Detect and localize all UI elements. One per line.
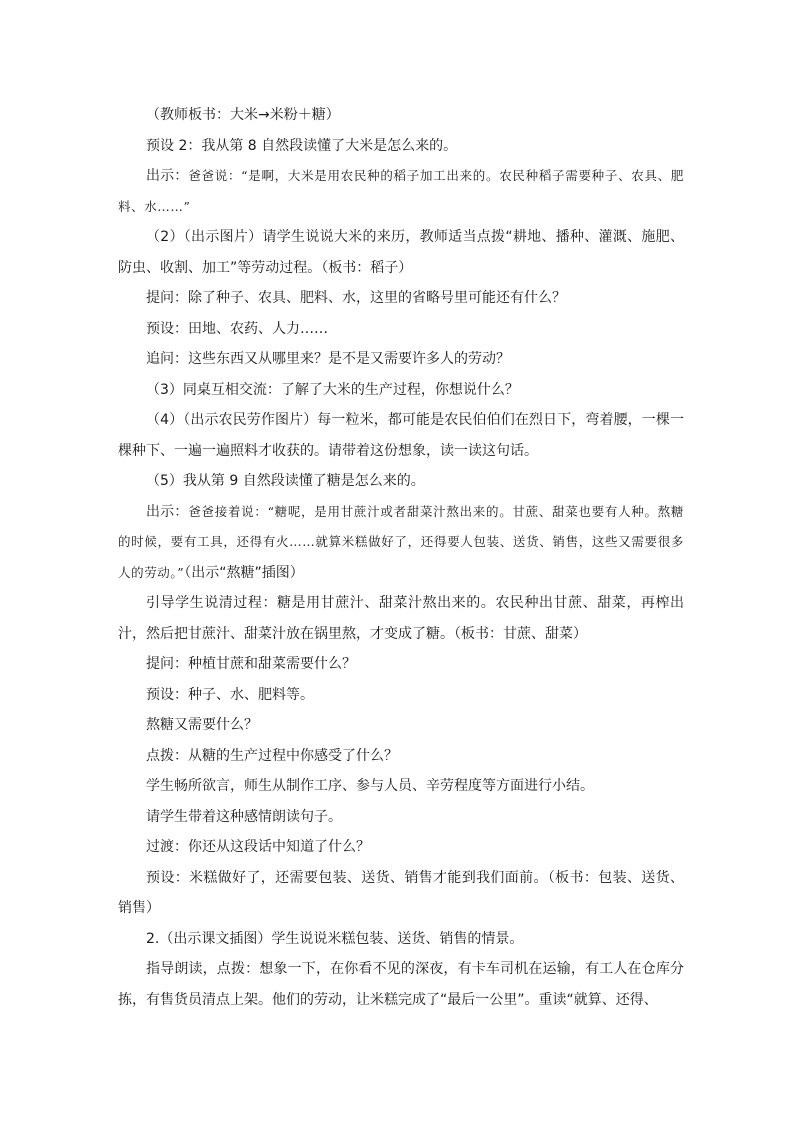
quote-text: 爸爸接着说：“糖呢，是用甘蔗汁或者甜菜汁熬出来的。甘蔗、甜菜也要有人种。熬糖的时候，要有工具，还得有火……就算米糕做好了，还得要人包装、送货、销售，这些又需要很多人的劳动。”: [118, 503, 684, 580]
step-4: （4）（出示农民劳作图片）每一粒米，都可能是农民伯伯们在烈日下，弯着腰，一棵一棵种下、一遍一遍照料才收获的。请带着这份想象，读一读这句话。: [118, 412, 684, 459]
question-3: 熬糖又需要什么？: [146, 717, 258, 733]
show-label: 出示：: [146, 503, 189, 520]
quote-suffix: （出示“熬糖”插图）: [184, 564, 304, 581]
document-page: [118, 100, 684, 1015]
section-2: 2.（出示课文插图）学生说说米糕包装、送货、销售的情景。: [146, 930, 524, 947]
step-5: （5）我从第 9 自然段读懂了糖是怎么来的。: [146, 473, 425, 489]
transition: 过渡：你还从这段话中知道了什么？: [146, 839, 370, 855]
guide-process: 引导学生说清过程：糖是用甘蔗汁、甜菜汁熬出来的。农民种出甘蔗、甜菜，再榨出汁，然后把甘蔗汁、甜菜汁放在锅里熬，才变成了糖。（板书：甘蔗、甜菜）: [118, 595, 684, 642]
step-3: （3）同桌互相交流：了解了大米的生产过程，你想说什么？: [146, 381, 519, 398]
summary: 学生畅所欲言，师生从制作工序、参与人员、辛劳程度等方面进行小结。: [146, 778, 594, 794]
question-2: 提问：种植甘蔗和甜菜需要什么？: [146, 656, 356, 672]
question-1: 提问：除了种子、农具、肥料、水，这里的省略号里可能还有什么？: [146, 290, 566, 306]
show-label: 出示：: [146, 168, 189, 184]
quote-text: 爸爸说：“是啊，大米是用农民种的稻子加工出来的。农民种稻子需要种子、农具、肥料、水……”: [118, 168, 684, 214]
step-2: （2）（出示图片）请学生说说大米的来历，教师适当点拨“耕地、播种、灌溉、施肥、防虫、收割、加工”等劳动过程。（板书：稻子）: [118, 229, 684, 276]
reading-guide: 指导朗读，点拨：想象一下，在你看不见的深夜，有卡车司机在运输，有工人在仓库分拣，有售货员清点上架。他们的劳动，让米糕完成了“最后一公里”。重读“就算、还得、: [118, 961, 684, 1008]
show-quote-dad: [118, 161, 684, 222]
preset-answer-1: 预设：田地、农药、人力……: [146, 320, 328, 337]
preset-answer-3: 预设：米糕做好了，还需要包装、送货、销售才能到我们面前。（板书：包装、送货、销售）: [118, 869, 684, 916]
hint-1: 点拨：从糖的生产过程中你感受了什么？: [146, 747, 398, 764]
preset-answer-2: 预设：种子、水、肥料等。: [146, 686, 314, 703]
board-note: （教师板书：大米→米粉＋糖）: [146, 107, 340, 123]
follow-up-question: 追问：这些东西又从哪里来？是不是又需要许多人的劳动？: [146, 351, 510, 367]
read-aloud: 请学生带着这种感情朗读句子。: [146, 808, 342, 825]
show-quote-sugar: [118, 497, 684, 589]
preset-2: 预设 2：我从第 8 自然段读懂了大米是怎么来的。: [146, 137, 458, 154]
